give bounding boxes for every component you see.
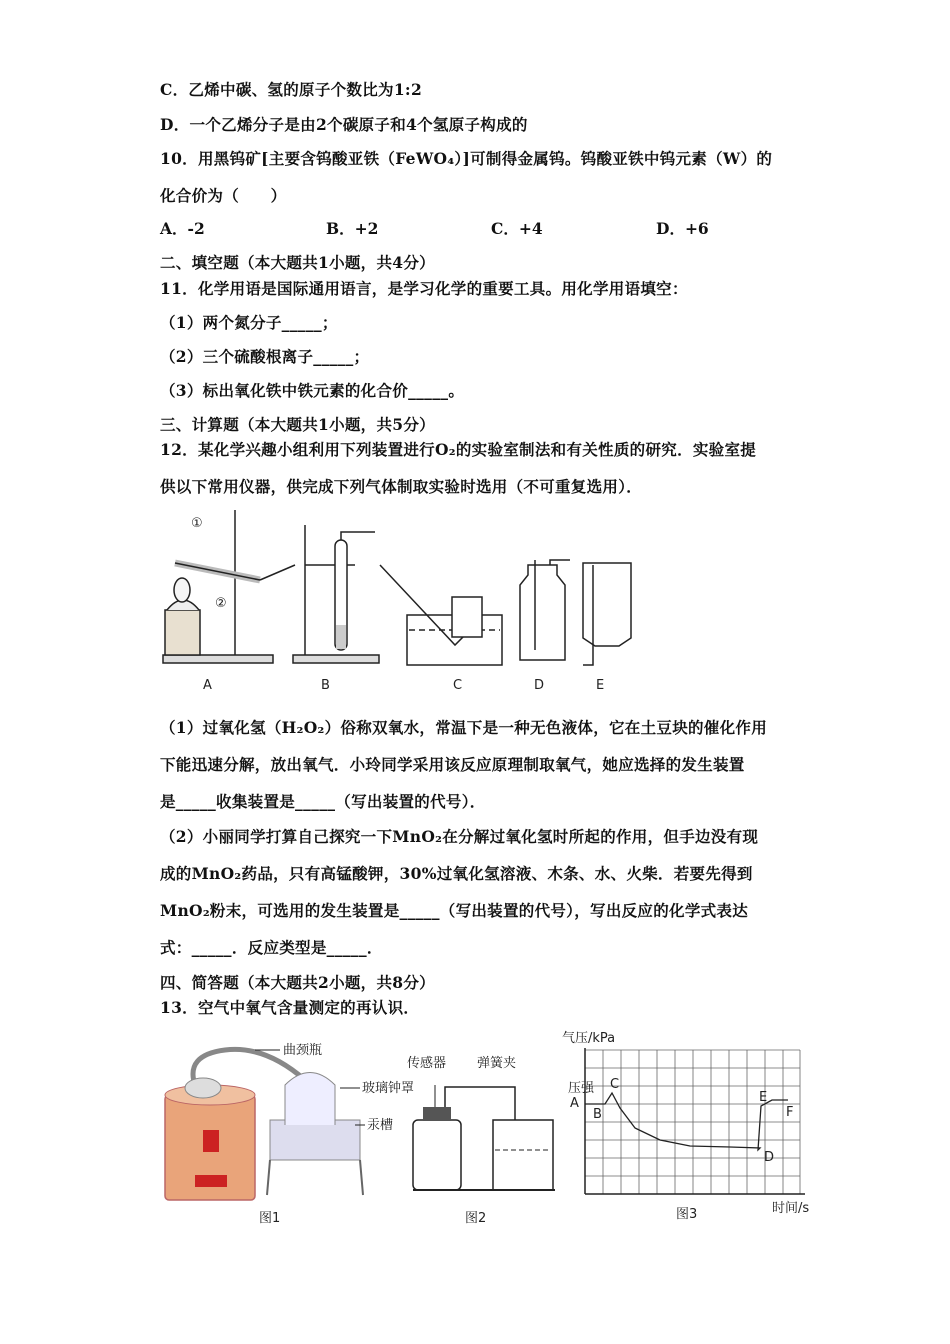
question-10-cont: 化合价为（ ） xyxy=(160,186,287,205)
fig3-pressure-label: 压强 xyxy=(568,1081,595,1096)
fig1-label-mercury-trough: 汞槽 xyxy=(367,1118,394,1133)
fig3-point-c: C xyxy=(610,1077,620,1092)
fig3-ylabel: 气压/kPa xyxy=(562,1031,616,1046)
q11-part-2: （2）三个硫酸根离子_____； xyxy=(160,347,370,366)
q10-option-c: C．+4 xyxy=(491,219,543,238)
q10-option-d: D．+6 xyxy=(656,219,709,238)
q11-part-3: （3）标出氧化铁中铁元素的化合价_____。 xyxy=(160,381,465,400)
q12-part-2: （2）小丽同学打算自己探究一下MnO₂在分解过氧化氢时所起的作用，但手边没有现 xyxy=(160,827,759,846)
fig3-caption: 图3 xyxy=(676,1207,698,1222)
question-10: 10．用黑钨矿[主要含钨酸亚铁（FeWO₄）]可制得金属钨。钨酸亚铁中钨元素（W）的 xyxy=(160,149,773,168)
marker-1: ① xyxy=(191,516,203,531)
apparatus-label-e: E xyxy=(596,678,605,693)
figure-2 xyxy=(405,1045,565,1230)
q10-option-a: A．-2 xyxy=(160,219,205,238)
apparatus-label-c: C xyxy=(453,678,463,693)
fig1-label-bell-jar: 玻璃钟罩 xyxy=(362,1081,415,1096)
q10-option-b: B．+2 xyxy=(326,219,379,238)
figure-1 xyxy=(155,1030,415,1230)
apparatus-label-a: A xyxy=(203,678,212,693)
fig3-grid xyxy=(585,1050,800,1194)
q11-part-1: （1）两个氮分子_____； xyxy=(160,313,338,332)
fig2-label-spring-clip: 弹簧夹 xyxy=(477,1056,517,1071)
fig3-point-e: E xyxy=(759,1090,768,1105)
fig3-pressure-curve xyxy=(585,1093,788,1150)
option-c-line: C．乙烯中碳、氢的原子个数比为1:2 xyxy=(160,80,423,99)
q12-part-1: （1）过氧化氢（H₂O₂）俗称双氧水，常温下是一种无色液体，它在土豆块的催化作用 xyxy=(160,718,768,737)
fig3-point-b: B xyxy=(593,1107,602,1122)
fig2-caption: 图2 xyxy=(465,1211,487,1226)
q12-part-2-cont2: MnO₂粉末，可选用的发生装置是_____（写出装置的代号），写出反应的化学式表达 xyxy=(160,901,749,920)
section-4-heading: 四、简答题（本大题共2小题，共8分） xyxy=(160,973,435,992)
apparatus-label-d: D xyxy=(534,678,545,693)
fig3-point-d: D xyxy=(764,1150,775,1165)
figure-3 xyxy=(560,1028,830,1228)
option-d-line: D．一个乙烯分子是由2个碳原子和4个氢原子构成的 xyxy=(160,115,528,134)
apparatus-label-b: B xyxy=(321,678,330,693)
question-12-cont: 供以下常用仪器，供完成下列气体制取实验时选用（不可重复选用）． xyxy=(160,477,643,496)
section-2-heading: 二、填空题（本大题共1小题，共4分） xyxy=(160,253,435,272)
section-3-heading: 三、计算题（本大题共1小题，共5分） xyxy=(160,415,435,434)
fig3-xlabel: 时间/s xyxy=(772,1201,810,1216)
apparatus-figure xyxy=(155,505,645,695)
fig1-label-flask: 曲颈瓶 xyxy=(283,1043,323,1058)
question-11: 11．化学用语是国际通用语言，是学习化学的重要工具。用化学用语填空： xyxy=(160,279,688,298)
q12-part-1-cont2: 是_____收集装置是_____（写出装置的代号）． xyxy=(160,792,486,811)
q12-part-2-cont: 成的MnO₂药品，只有高锰酸钾，30%过氧化氢溶液、木条、水、火柴．若要先得到 xyxy=(160,864,753,883)
q12-part-1-cont: 下能迅速分解，放出氧气．小玲同学采用该反应原理制取氧气，她应选择的发生装置 xyxy=(160,755,745,774)
question-13: 13．空气中氧气含量测定的再认识． xyxy=(160,998,420,1017)
question-12: 12．某化学兴趣小组利用下列装置进行O₂的实验室制法和有关性质的研究．实验室提 xyxy=(160,440,757,459)
fig2-label-sensor: 传感器 xyxy=(407,1056,447,1071)
q12-part-2-cont3: 式：_____．反应类型是_____． xyxy=(160,938,383,957)
marker-2: ② xyxy=(215,596,227,611)
fig3-point-f: F xyxy=(786,1105,794,1120)
fig3-point-a: A xyxy=(570,1096,579,1111)
fig1-caption: 图1 xyxy=(259,1211,281,1226)
